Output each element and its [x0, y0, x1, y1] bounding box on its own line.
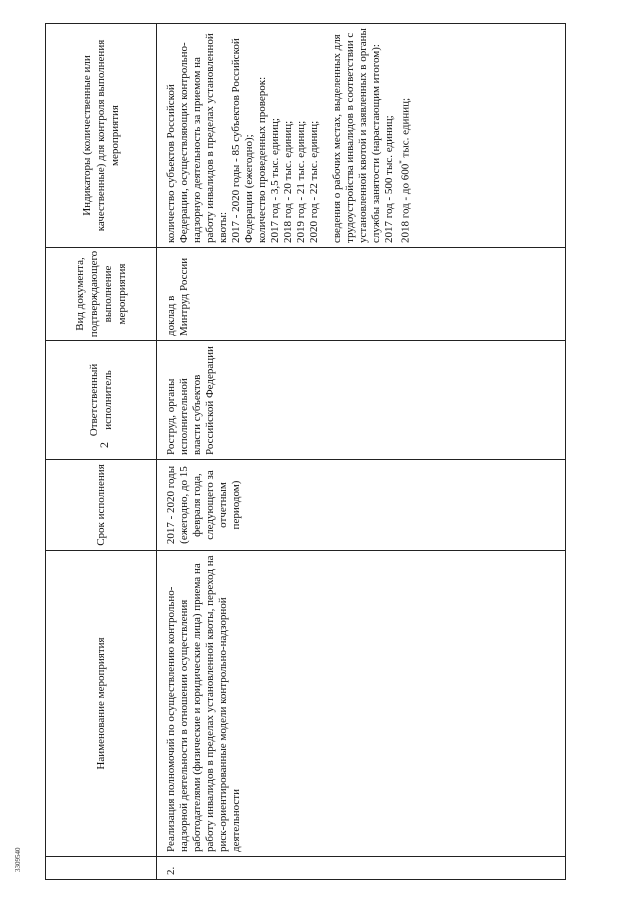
header-indicators: Индикаторы (количественные или качественные) для контроля выполнения мероприятия — [46, 24, 157, 248]
header-executor: Ответственный исполнитель — [46, 341, 157, 460]
indicator-inspections-2017: 2017 год - 3,5 тыс. единиц; — [269, 118, 281, 243]
header-number — [46, 857, 157, 880]
indicator-subjects-value: 2017 - 2020 годы - 85 субъектов Российской Федерации (ежегодно); — [230, 38, 255, 243]
indicator-workplaces-2017: 2017 год - 500 тыс. единиц; — [383, 115, 395, 243]
page-number: 2 — [97, 442, 111, 448]
workplaces-2018-prefix: 2018 год - до 600 — [399, 163, 412, 243]
cell-number — [157, 857, 566, 880]
cell-measure-name — [157, 551, 566, 857]
row-number: 2. — [165, 866, 177, 875]
document-id: 3309540 — [14, 847, 22, 872]
table-header-row — [46, 24, 157, 880]
rotated-table-sheet — [45, 30, 565, 880]
measures-table — [45, 23, 566, 880]
header-document-type: Вид документа, подтверждающего выполнение мероприятия — [46, 248, 157, 341]
cell-indicators — [157, 24, 566, 248]
indicator-workplaces-2018 — [396, 28, 413, 243]
indicator-subjects-text: количество субъектов Российской Федерации, осуществляющих контрольно-надзорную деятельность за приемом на работу инвалидов в пределах установленной квоты: — [165, 33, 229, 243]
indicator-workplaces-text: сведения о рабочих местах, выделенных для трудоустройства инвалидов в соответствии с установленной квотой и заявленных в органы службы занятости (нарастающим итогом): — [331, 28, 382, 243]
header-measure-name: Наименование мероприятия — [46, 551, 157, 857]
cell-executor — [157, 341, 566, 460]
document-type-text: доклад в Минтруд России — [165, 257, 190, 336]
footnote-mark: * — [398, 160, 406, 164]
workplaces-2018-suffix: тыс. единиц; — [399, 97, 412, 161]
table-row — [157, 24, 566, 880]
cell-document-type — [157, 248, 566, 341]
cell-term — [157, 460, 566, 551]
indicator-inspections-2018: 2018 год - 20 тыс. единиц; — [282, 120, 294, 243]
term-text: 2017 - 2020 годы (ежегодно, до 15 февраля года, следующего за отчетным периодом) — [165, 465, 242, 545]
indicator-inspections-text: количество проведенных проверок: — [256, 76, 268, 243]
measure-name-text: Реализация полномочий по осуществлению контрольно-надзорной деятельности в отношении осуществления работодателями (физические и юридические лица) приема на работу инвалидов в пределах установленной квоты, переход на риск-ориентированные модели контрольно-надзорной деятельности — [165, 555, 242, 852]
executor-text: Роструд, органы исполнительной власти субъектов Российской Федерации — [165, 346, 216, 455]
indicator-inspections-2019: 2019 год - 21 тыс. единиц; — [295, 120, 307, 243]
header-term: Срок исполнения — [46, 460, 157, 551]
indicator-inspections-2020: 2020 год - 22 тыс. единиц; — [308, 120, 320, 243]
